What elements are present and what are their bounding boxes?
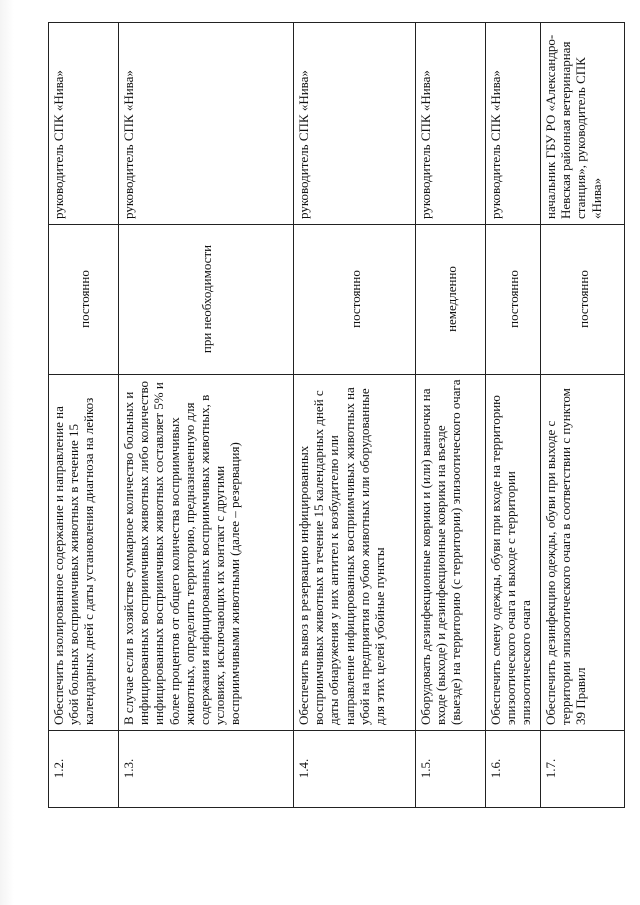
row-responsible: руководитель СПК «Нива» [416,23,486,225]
row-term: постоянно [541,225,625,375]
row-number: 1.6. [486,731,541,808]
table-row [486,23,541,808]
row-responsible: руководитель СПК «Нива» [486,23,541,225]
row-number: 1.3. [119,731,294,808]
row-action: В случае если в хозяйстве суммарное количество больных и инфицированных восприимчивых животных либо количество инфицированных восприимчивых животных составляет 5% и более процентов от общего количества восприимчивых животных, определить территорию, предназначенную для содержания инфицированных восприимчивых животных, в условиях, исключающих их контакт с другими восприимчивыми животными (далее – резервация) [119,375,294,731]
row-responsible: руководитель СПК «Нива» [294,23,416,225]
row-number: 1.2. [49,731,119,808]
row-term: при необходимости [119,225,294,375]
table-row [541,23,625,808]
row-responsible: руководитель СПК «Нива» [119,23,294,225]
row-term: постоянно [49,225,119,375]
row-responsible: руководитель СПК «Нива» [49,23,119,225]
row-term: немедленно [416,225,486,375]
row-action: Обеспечить вывоз в резервацию инфицированных восприимчивых животных в течение 15 календарных дней с даты обнаружения у них антител к возбудителю или направление инфицированных восприимчивых животных на убой на предприятия по убою животных или оборудованные для этих целей убойные пункты [294,375,416,731]
row-term: постоянно [486,225,541,375]
table-row [49,23,119,808]
row-action: Обеспечить смену одежды, обуви при входе на территорию эпизоотического очага и выходе с территории эпизоотического очага [486,375,541,731]
measures-table [48,22,625,808]
row-number: 1.4. [294,731,416,808]
row-responsible: начальник ГБУ РО «Александро-Невская районная ветеринарная станция», руководитель СПК «Нива» [541,23,625,225]
row-number: 1.7. [541,731,625,808]
table-row [416,23,486,808]
row-action: Обеспечить дезинфекцию одежды, обуви при выходе с территории эпизоотического очага в соответствии с пунктом 39 Правил [541,375,625,731]
row-action: Оборудовать дезинфекционные коврики и (или) ванночки на входе (выходе) и дезинфекционные коврики на въезде (выезде) на территорию (с территории) эпизоотического очага [416,375,486,731]
table-row [119,23,294,808]
rotated-page [48,23,624,808]
table-row [294,23,416,808]
row-number: 1.5. [416,731,486,808]
row-term: постоянно [294,225,416,375]
row-action: Обеспечить изолированное содержание и направление на убой больных восприимчивых животных в течение 15 календарных дней с даты установления диагноза на лейкоз [49,375,119,731]
